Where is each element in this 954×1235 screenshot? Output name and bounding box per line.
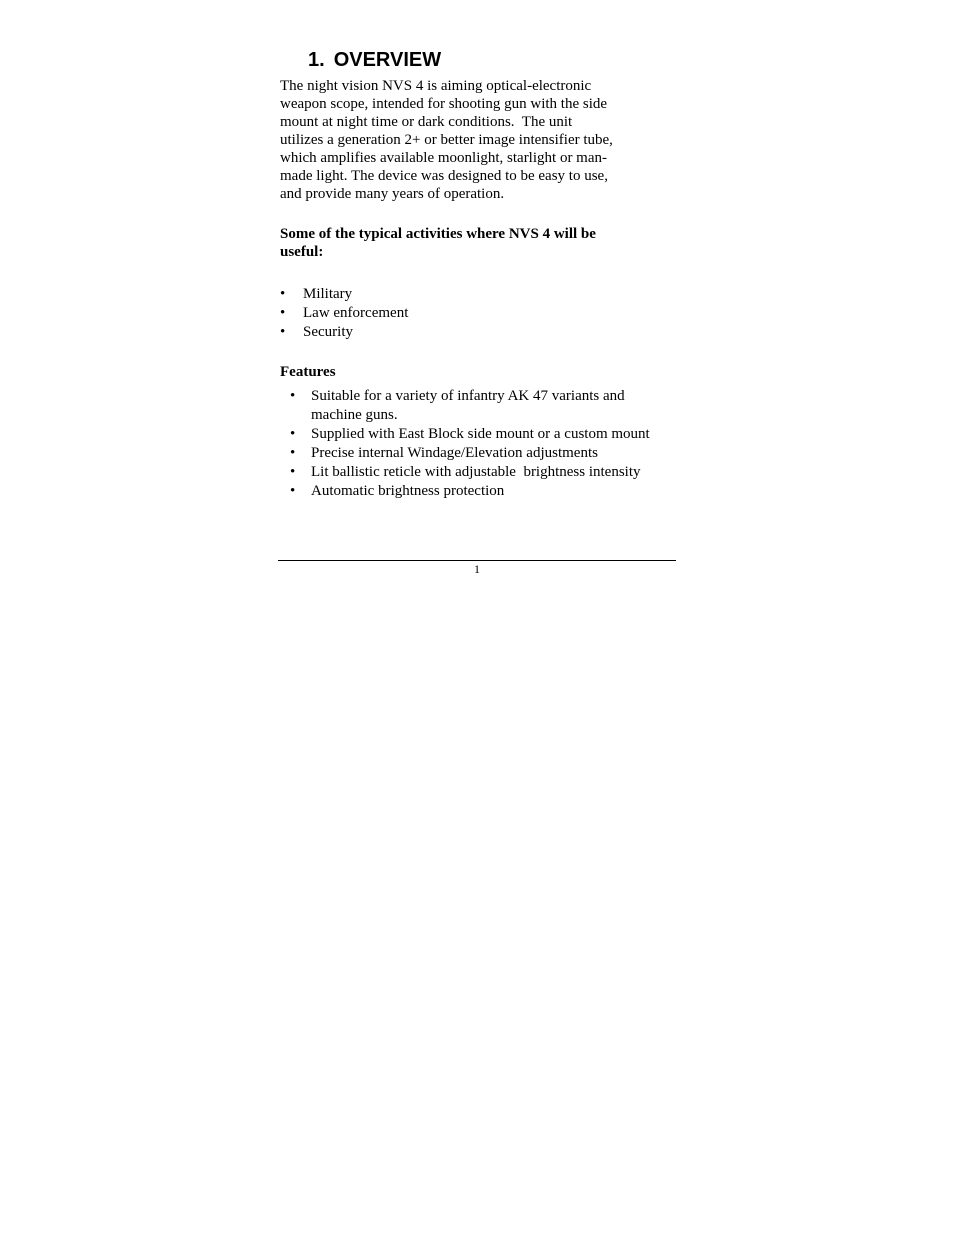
activities-list [280, 285, 408, 342]
section-number: 1. [308, 49, 325, 71]
list-item-text: Automatic brightness protection [311, 483, 505, 499]
bullet-icon: • [290, 388, 296, 404]
list-item [290, 425, 650, 444]
activities-heading-line: Some of the typical activities where NVS 4 will be [280, 226, 596, 242]
overview-paragraph [280, 77, 613, 203]
bullet-icon: • [290, 445, 296, 461]
bullet-icon: • [280, 324, 286, 340]
features-list [290, 387, 650, 501]
bullet-icon: • [290, 464, 296, 480]
list-item [280, 304, 408, 323]
footer-divider [278, 560, 676, 561]
list-item [290, 444, 650, 463]
paragraph-line: The night vision NVS 4 is aiming optical-electronic [280, 78, 592, 94]
activities-heading-line: useful: [280, 244, 324, 260]
paragraph-line: utilizes a generation 2+ or better image intensifier tube, [280, 132, 613, 148]
list-item-text: Law enforcement [303, 305, 409, 321]
list-item-text: Precise internal Windage/Elevation adjustments [311, 445, 598, 461]
page-number: 1 [474, 562, 480, 576]
section-title: OVERVIEW [333, 49, 442, 71]
paragraph-line: mount at night time or dark conditions. The unit [280, 114, 573, 130]
paragraph-line: weapon scope, intended for shooting gun with the side [280, 96, 608, 112]
list-item-text: Security [303, 324, 353, 340]
list-item-text: Military [303, 286, 353, 302]
bullet-icon: • [280, 305, 286, 321]
bullet-icon: • [280, 286, 286, 302]
bullet-icon: • [290, 426, 296, 442]
paragraph-line: and provide many years of operation. [280, 186, 505, 202]
bullet-icon: • [290, 483, 296, 499]
list-item-text: Suitable for a variety of infantry AK 47 variants and [311, 388, 625, 404]
list-item [290, 387, 650, 425]
list-item [280, 323, 408, 342]
list-item [290, 463, 650, 482]
list-item-text: Supplied with East Block side mount or a custom mount [311, 426, 650, 442]
activities-heading [280, 225, 596, 261]
section-heading [308, 48, 441, 72]
list-item [280, 285, 408, 304]
features-heading: Features [280, 364, 336, 380]
list-item-text: Lit ballistic reticle with adjustable brightness intensity [311, 464, 641, 480]
list-item [290, 482, 650, 501]
paragraph-line: which amplifies available moonlight, starlight or man- [280, 150, 608, 166]
list-item-text-continued: machine guns. [311, 407, 398, 423]
paragraph-line: made light. The device was designed to be easy to use, [280, 168, 608, 184]
